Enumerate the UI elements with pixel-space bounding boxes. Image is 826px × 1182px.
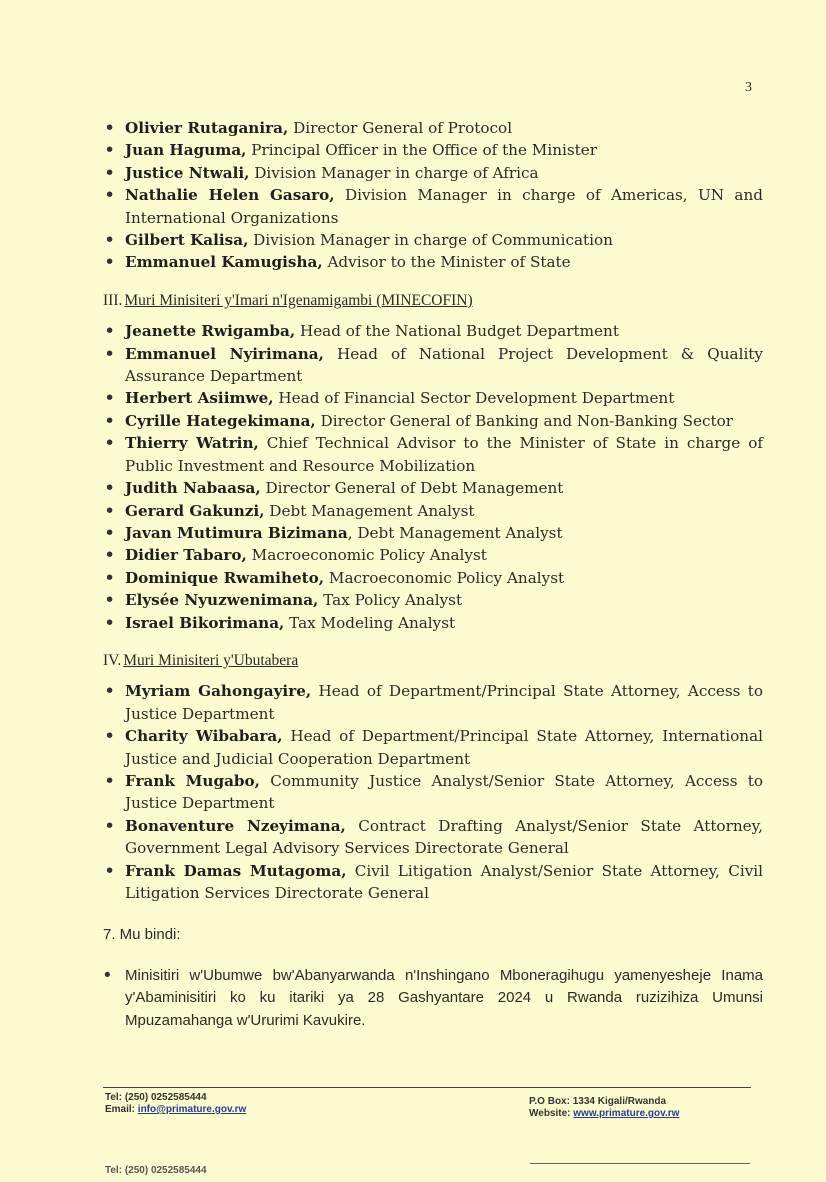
person-role: Division Manager in charge of Americas, UN and International Organizations xyxy=(125,186,763,227)
attendee-list-minecofin xyxy=(103,320,763,634)
person-name: Gerard Gakunzi, xyxy=(125,501,265,520)
list-item xyxy=(103,410,763,432)
list-item xyxy=(103,477,763,499)
list-item xyxy=(103,860,763,905)
person-name: Herbert Asiimwe, xyxy=(125,389,274,408)
list-item xyxy=(103,387,763,409)
person-role: Debt Management Analyst xyxy=(264,501,475,520)
person-name: Bonaventure Nzeyimana, xyxy=(125,816,346,835)
person-role: Tax Policy Analyst xyxy=(318,591,463,610)
person-role: Head of Department/Principal State Attorney, International Justice and Judicial Cooperation Department xyxy=(125,727,763,768)
person-role: Civil Litigation Analyst/Senior State Attorney, Civil Litigation Services Directorate General xyxy=(125,861,763,902)
list-item xyxy=(103,229,763,251)
person-name: Myriam Gahongayire, xyxy=(125,682,312,701)
person-name: Judith Nabaasa, xyxy=(125,479,261,498)
person-role: Macroeconomic Policy Analyst xyxy=(324,568,565,587)
person-role: Director General of Debt Management xyxy=(260,479,564,498)
person-name: Didier Tabaro, xyxy=(125,546,247,565)
person-role: Advisor to the Minister of State xyxy=(322,253,571,272)
person-name: Jeanette Rwigamba, xyxy=(125,322,296,341)
bleed-through-divider xyxy=(530,1163,750,1164)
person-role: Head of Financial Sector Development Department xyxy=(273,389,675,408)
list-item xyxy=(103,184,763,229)
list-item xyxy=(103,612,763,634)
person-role: Principal Officer in the Office of the Minister xyxy=(246,141,597,160)
person-name: Cyrille Hategekimana, xyxy=(125,411,316,430)
person-name: Elysée Nyuzwenimana, xyxy=(125,591,319,610)
person-role: , Debt Management Analyst xyxy=(347,523,563,542)
person-name: Olivier Rutaganira, xyxy=(125,119,289,137)
attendee-list-justice xyxy=(103,680,763,904)
section-number: IV. xyxy=(103,651,122,669)
person-name: Frank Damas Mutagoma, xyxy=(125,861,347,880)
person-name: Frank Mugabo, xyxy=(125,771,260,790)
person-role: Director General of Banking and Non-Banking Sector xyxy=(315,411,734,430)
person-role: Contract Drafting Analyst/Senior State Attorney, Government Legal Advisory Services Directorate General xyxy=(125,816,763,858)
list-item xyxy=(103,343,763,388)
list-item xyxy=(103,162,763,184)
person-name: Juan Haguma, xyxy=(125,141,247,160)
person-role: Community Justice Analyst/Senior State Attorney, Access to Justice Department xyxy=(125,771,763,813)
attendee-list-protocol xyxy=(103,117,763,274)
list-item xyxy=(103,680,763,725)
person-name: Justice Ntwali, xyxy=(125,163,250,182)
person-role: Head of the National Budget Department xyxy=(295,322,619,341)
numbered-item-7: 7. Mu bindi: xyxy=(103,926,181,944)
list-item xyxy=(103,589,763,611)
list-item xyxy=(103,567,763,589)
bleed-through-footer-text: Tel: (250) 0252585444 xyxy=(105,1165,207,1176)
other-items-list xyxy=(103,965,763,1033)
person-name: Nathalie Helen Gasaro, xyxy=(125,186,335,205)
person-name: Charity Wibabara, xyxy=(125,727,283,746)
footer-po-box: P.O Box: 1334 Kigali/Rwanda xyxy=(529,1096,667,1107)
person-role: Tax Modeling Analyst xyxy=(284,613,456,632)
list-item xyxy=(103,725,763,770)
footer-website-link[interactable]: www.primature.gov.rw xyxy=(573,1108,680,1119)
list-item: • Minisitiri w'Ubumwe bw'Abanyarwanda n'Inshingano Mboneragihugu yamenyesheje Inama y'Abaminisitiri ko ku itariki ya 28 Gashyantare 2024 u Rwanda ruzizihiza Umunsi Mpuzamahanga w'Ururimi Kavukire. xyxy=(103,965,763,1033)
section-title: Muri Minisiteri y'Ubutabera xyxy=(123,651,299,669)
person-name: Gilbert Kalisa, xyxy=(125,231,249,250)
section-heading-justice xyxy=(103,650,763,672)
person-role: Head of Department/Principal State Attorney, Access to Justice Department xyxy=(125,682,764,723)
list-item xyxy=(103,139,763,161)
list-item xyxy=(103,320,763,342)
footer-phone: Tel: (250) 0252585444 xyxy=(105,1092,207,1103)
footer-divider xyxy=(103,1087,751,1088)
person-role: Head of National Project Development & Quality Assurance Department xyxy=(125,344,763,386)
footer-email-link[interactable]: info@primature.gov.rw xyxy=(137,1104,247,1115)
list-item xyxy=(103,432,763,477)
list-item xyxy=(103,770,763,815)
person-role: Macroeconomic Policy Analyst xyxy=(246,546,487,565)
document-body xyxy=(103,117,763,1032)
person-role: Division Manager in charge of Communication xyxy=(248,231,613,250)
person-name: Emmanuel Nyirimana, xyxy=(125,344,324,363)
section-title: Muri Minisiteri y'Imari n'Igenamigambi (MINECOFIN) xyxy=(124,291,473,309)
person-name: Dominique Rwamiheto, xyxy=(125,568,325,587)
list-item xyxy=(103,251,763,273)
footer-email-label: Email: xyxy=(105,1104,138,1115)
list-item xyxy=(103,544,763,566)
page-number: 3 xyxy=(745,80,752,95)
person-name: Israel Bikorimana, xyxy=(125,613,285,632)
list-item xyxy=(103,815,763,860)
list-item xyxy=(103,500,763,522)
person-name: Emmanuel Kamugisha, xyxy=(125,253,323,272)
person-role: Director General of Protocol xyxy=(288,119,513,137)
section-number: III. xyxy=(103,291,123,309)
section-heading-minecofin xyxy=(103,290,763,312)
person-role: Chief Technical Advisor to the Minister of State in charge of Public Investment and Resource Mobilization xyxy=(125,434,763,475)
person-role: Division Manager in charge of Africa xyxy=(249,163,539,182)
list-item xyxy=(103,117,763,139)
person-name: Thierry Watrin, xyxy=(125,434,259,453)
person-name: Javan Mutimura Bizimana xyxy=(125,523,348,542)
list-item xyxy=(103,522,763,544)
footer-website-label: Website: xyxy=(529,1108,574,1119)
